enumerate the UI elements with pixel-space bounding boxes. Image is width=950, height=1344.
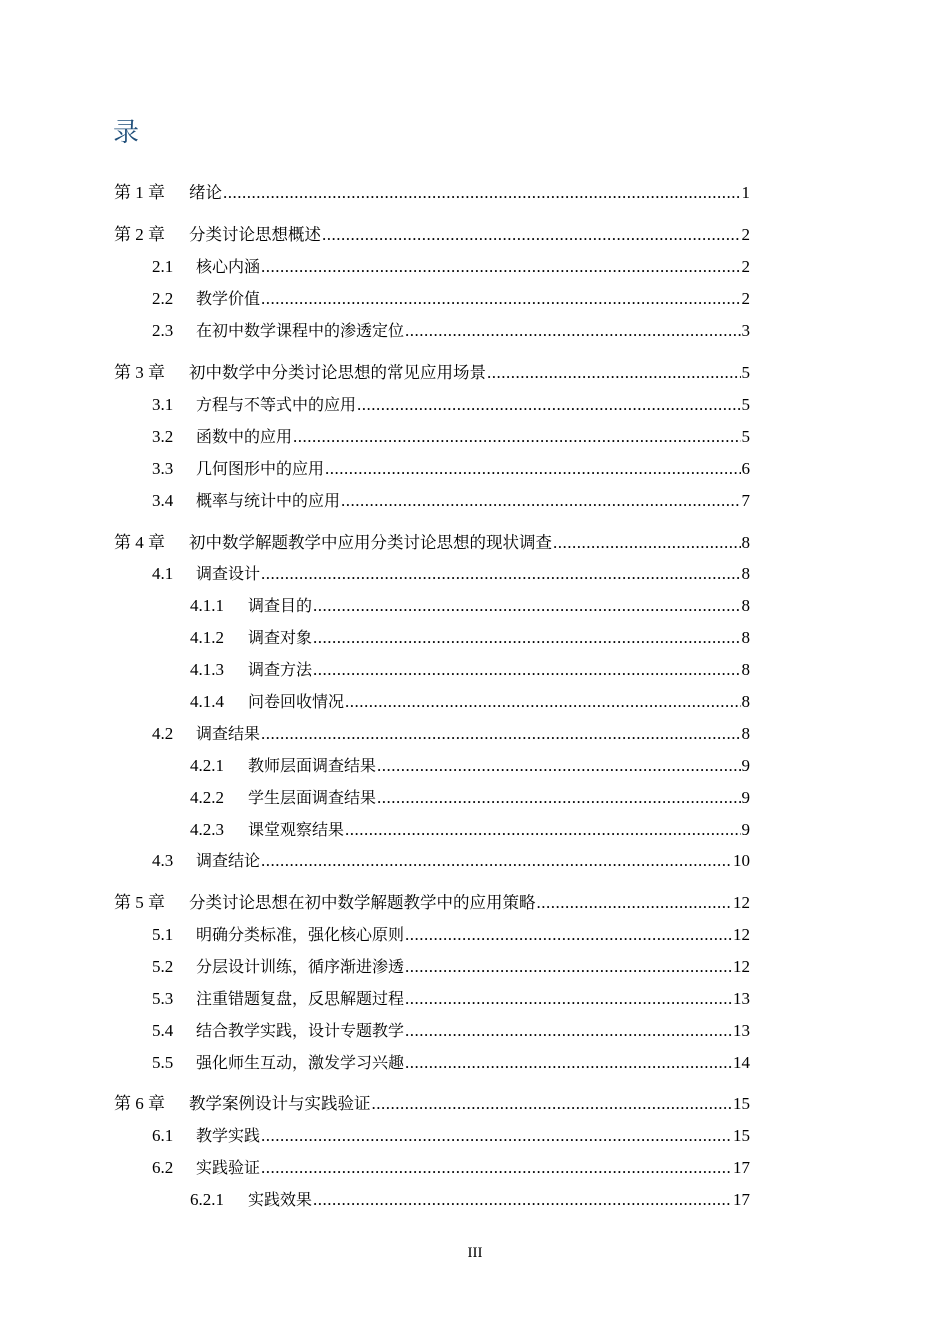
toc-entry-title: 调查方法 bbox=[248, 660, 313, 679]
toc-dot-leader bbox=[405, 987, 732, 1011]
page-number: III bbox=[467, 1245, 483, 1261]
toc-entry-page: 8 bbox=[741, 564, 750, 583]
toc-entry-page: 13 bbox=[733, 1021, 750, 1040]
toc-entry-title: 核心内涵 bbox=[196, 257, 261, 276]
toc-entry-title: 强化师生互动，激发学习兴趣 bbox=[196, 1053, 405, 1072]
toc-entry-number: 5.3 bbox=[152, 989, 174, 1008]
toc-entry-number: 2.3 bbox=[152, 321, 174, 340]
toc-entry-title: 初中数学中分类讨论思想的常见应用场景 bbox=[189, 363, 486, 382]
toc-dot-leader bbox=[405, 1051, 732, 1075]
toc-entry-number: 第 2 章 bbox=[114, 225, 165, 244]
toc-entry-page: 9 bbox=[741, 756, 750, 775]
toc-section-entry[interactable] bbox=[0, 457, 750, 481]
toc-entry-title: 教学案例设计与实践验证 bbox=[189, 1094, 371, 1113]
toc-dot-leader bbox=[487, 361, 741, 385]
toc-section-entry[interactable] bbox=[0, 562, 750, 586]
toc-subsection-entry[interactable] bbox=[0, 594, 750, 618]
toc-entry-number: 4.1.2 bbox=[190, 628, 224, 647]
toc-title: 录 bbox=[113, 118, 140, 148]
toc-dot-leader bbox=[345, 690, 740, 714]
toc-subsection-entry[interactable] bbox=[0, 626, 750, 650]
toc-section-entry[interactable] bbox=[0, 849, 750, 873]
toc-section-entry[interactable] bbox=[0, 987, 750, 1011]
toc-subsection-entry[interactable] bbox=[0, 690, 750, 714]
toc-entry-title: 明确分类标准，强化核心原则 bbox=[196, 925, 405, 944]
toc-entry-title: 实践验证 bbox=[196, 1158, 261, 1177]
toc-entry-number: 3.3 bbox=[152, 459, 174, 478]
toc-entry-title: 绪论 bbox=[189, 183, 222, 202]
toc-entry-page: 17 bbox=[733, 1158, 750, 1177]
toc-section-entry[interactable] bbox=[0, 255, 750, 279]
toc-entry-title: 概率与统计中的应用 bbox=[196, 491, 341, 510]
toc-entry-page: 8 bbox=[741, 596, 750, 615]
toc-subsection-entry[interactable] bbox=[0, 658, 750, 682]
toc-section-entry[interactable] bbox=[0, 319, 750, 343]
toc-dot-leader bbox=[313, 658, 740, 682]
toc-entry-number: 4.2.3 bbox=[190, 820, 224, 839]
toc-entry-page: 14 bbox=[733, 1053, 750, 1072]
toc-entry-page: 6 bbox=[741, 459, 750, 478]
toc-entry-page: 12 bbox=[733, 957, 750, 976]
toc-entry-number: 5.4 bbox=[152, 1021, 174, 1040]
toc-entry-page: 10 bbox=[733, 851, 750, 870]
toc-entry-title: 问卷回收情况 bbox=[248, 692, 345, 711]
toc-entry-page: 2 bbox=[741, 257, 750, 276]
toc-subsection-entry[interactable] bbox=[0, 786, 750, 810]
toc-section-entry[interactable] bbox=[0, 1124, 750, 1148]
toc-dot-leader bbox=[223, 181, 741, 205]
toc-section-entry[interactable] bbox=[0, 287, 750, 311]
toc-dot-leader bbox=[293, 425, 740, 449]
toc-section-entry[interactable] bbox=[0, 1019, 750, 1043]
toc-entry-number: 6.2.1 bbox=[190, 1190, 224, 1209]
toc-entry-number: 3.1 bbox=[152, 395, 174, 414]
toc-entry-number: 6.1 bbox=[152, 1126, 174, 1145]
toc-section-entry[interactable] bbox=[0, 393, 750, 417]
toc-entry-number: 第 3 章 bbox=[114, 363, 165, 382]
toc-entry-title: 调查目的 bbox=[248, 596, 313, 615]
toc-dot-leader bbox=[261, 722, 740, 746]
toc-entry-number: 4.2.1 bbox=[190, 756, 224, 775]
toc-entry-page: 8 bbox=[741, 692, 750, 711]
toc-dot-leader bbox=[377, 754, 740, 778]
toc-dot-leader bbox=[261, 1156, 732, 1180]
toc-dot-leader bbox=[372, 1092, 733, 1116]
toc-dot-leader bbox=[261, 562, 740, 586]
toc-entry-page: 12 bbox=[733, 925, 750, 944]
toc-entry-title: 学生层面调查结果 bbox=[248, 788, 377, 807]
toc-entry-title: 注重错题复盘，反思解题过程 bbox=[196, 989, 405, 1008]
toc-chapter-entry[interactable] bbox=[0, 223, 750, 247]
toc-entry-page: 5 bbox=[741, 363, 750, 382]
toc-entry-number: 5.5 bbox=[152, 1053, 174, 1072]
toc-entry-title: 函数中的应用 bbox=[196, 427, 293, 446]
toc-entry-page: 8 bbox=[741, 533, 750, 552]
toc-entry-title: 分层设计训练，循序渐进渗透 bbox=[196, 957, 405, 976]
toc-entry-page: 3 bbox=[741, 321, 750, 340]
toc-entry-number: 5.1 bbox=[152, 925, 174, 944]
toc-chapter-entry[interactable] bbox=[0, 1092, 750, 1116]
toc-dot-leader bbox=[261, 849, 732, 873]
toc-entry-number: 4.1.1 bbox=[190, 596, 224, 615]
toc-section-entry[interactable] bbox=[0, 722, 750, 746]
toc-chapter-entry[interactable] bbox=[0, 531, 750, 555]
toc-section-entry[interactable] bbox=[0, 955, 750, 979]
toc-entry-title: 几何图形中的应用 bbox=[196, 459, 325, 478]
toc-section-entry[interactable] bbox=[0, 1051, 750, 1075]
toc-entry-number: 第 6 章 bbox=[114, 1094, 165, 1113]
toc-entry-title: 课堂观察结果 bbox=[248, 820, 345, 839]
toc-subsection-entry[interactable] bbox=[0, 1188, 750, 1212]
toc-entry-number: 第 1 章 bbox=[114, 183, 165, 202]
toc-entry-number: 4.1 bbox=[152, 564, 174, 583]
toc-entry-title: 调查结果 bbox=[196, 724, 261, 743]
toc-entry-number: 3.4 bbox=[152, 491, 174, 510]
toc-entry-page: 8 bbox=[741, 724, 750, 743]
toc-entry-title: 在初中数学课程中的渗透定位 bbox=[196, 321, 405, 340]
toc-chapter-entry[interactable] bbox=[0, 181, 750, 205]
toc-entry-page: 5 bbox=[741, 395, 750, 414]
toc-entry-number: 4.2.2 bbox=[190, 788, 224, 807]
toc-entry-page: 8 bbox=[741, 628, 750, 647]
toc-entry-page: 2 bbox=[741, 225, 750, 244]
toc-entry-number: 5.2 bbox=[152, 957, 174, 976]
toc-dot-leader bbox=[313, 594, 740, 618]
toc-entry-page: 8 bbox=[741, 660, 750, 679]
toc-section-entry[interactable] bbox=[0, 923, 750, 947]
toc-entry-title: 结合教学实践，设计专题教学 bbox=[196, 1021, 405, 1040]
toc-dot-leader bbox=[261, 287, 740, 311]
toc-dot-leader bbox=[377, 786, 740, 810]
toc-entry-title: 分类讨论思想概述 bbox=[189, 225, 321, 244]
toc-dot-leader bbox=[553, 531, 741, 555]
toc-entry-page: 12 bbox=[733, 893, 750, 912]
toc-entry-page: 2 bbox=[741, 289, 750, 308]
toc-dot-leader bbox=[345, 818, 740, 842]
toc-subsection-entry[interactable] bbox=[0, 754, 750, 778]
toc-entry-title: 调查对象 bbox=[248, 628, 313, 647]
toc-entry-number: 4.1.4 bbox=[190, 692, 224, 711]
toc-entry-number: 4.1.3 bbox=[190, 660, 224, 679]
toc-entry-title: 教学实践 bbox=[196, 1126, 261, 1145]
toc-entry-title: 实践效果 bbox=[248, 1190, 313, 1209]
toc-dot-leader bbox=[322, 223, 741, 247]
toc-entry-number: 3.2 bbox=[152, 427, 174, 446]
toc-entry-page: 15 bbox=[733, 1094, 750, 1113]
toc-dot-leader bbox=[313, 626, 740, 650]
toc-entry-title: 分类讨论思想在初中数学解题教学中的应用策略 bbox=[189, 893, 536, 912]
toc-dot-leader bbox=[261, 1124, 732, 1148]
toc-entry-page: 9 bbox=[741, 820, 750, 839]
toc-entry-page: 13 bbox=[733, 989, 750, 1008]
toc-entry-page: 15 bbox=[733, 1126, 750, 1145]
toc-dot-leader bbox=[405, 923, 732, 947]
toc-dot-leader bbox=[261, 255, 740, 279]
toc-dot-leader bbox=[313, 1188, 732, 1212]
toc-entry-page: 5 bbox=[741, 427, 750, 446]
toc-entry-title: 调查结论 bbox=[196, 851, 261, 870]
toc-entry-number: 6.2 bbox=[152, 1158, 174, 1177]
toc-section-entry[interactable] bbox=[0, 1156, 750, 1180]
toc-entry-number: 2.1 bbox=[152, 257, 174, 276]
toc-chapter-entry[interactable] bbox=[0, 891, 750, 915]
toc-entry-number: 4.2 bbox=[152, 724, 174, 743]
toc-entry-title: 教学价值 bbox=[196, 289, 261, 308]
toc-dot-leader bbox=[405, 1019, 732, 1043]
toc-entry-page: 9 bbox=[741, 788, 750, 807]
toc-entry-number: 第 4 章 bbox=[114, 533, 165, 552]
toc-entry-number: 2.2 bbox=[152, 289, 174, 308]
toc-section-entry[interactable] bbox=[0, 489, 750, 513]
toc-entry-title: 方程与不等式中的应用 bbox=[196, 395, 357, 414]
toc-entry-page: 17 bbox=[733, 1190, 750, 1209]
toc-entry-number: 第 5 章 bbox=[114, 893, 165, 912]
toc-chapter-entry[interactable] bbox=[0, 361, 750, 385]
toc-dot-leader bbox=[325, 457, 740, 481]
toc-entry-title: 调查设计 bbox=[196, 564, 261, 583]
toc-entry-title: 初中数学解题教学中应用分类讨论思想的现状调查 bbox=[189, 533, 552, 552]
toc-subsection-entry[interactable] bbox=[0, 818, 750, 842]
toc-entry-number: 4.3 bbox=[152, 851, 174, 870]
toc-dot-leader bbox=[537, 891, 733, 915]
toc-entry-page: 1 bbox=[741, 183, 750, 202]
toc-entry-page: 7 bbox=[741, 491, 750, 510]
toc-dot-leader bbox=[405, 955, 732, 979]
toc-entry-title: 教师层面调查结果 bbox=[248, 756, 377, 775]
toc-dot-leader bbox=[341, 489, 740, 513]
toc-dot-leader bbox=[357, 393, 740, 417]
toc-dot-leader bbox=[405, 319, 740, 343]
toc-section-entry[interactable] bbox=[0, 425, 750, 449]
